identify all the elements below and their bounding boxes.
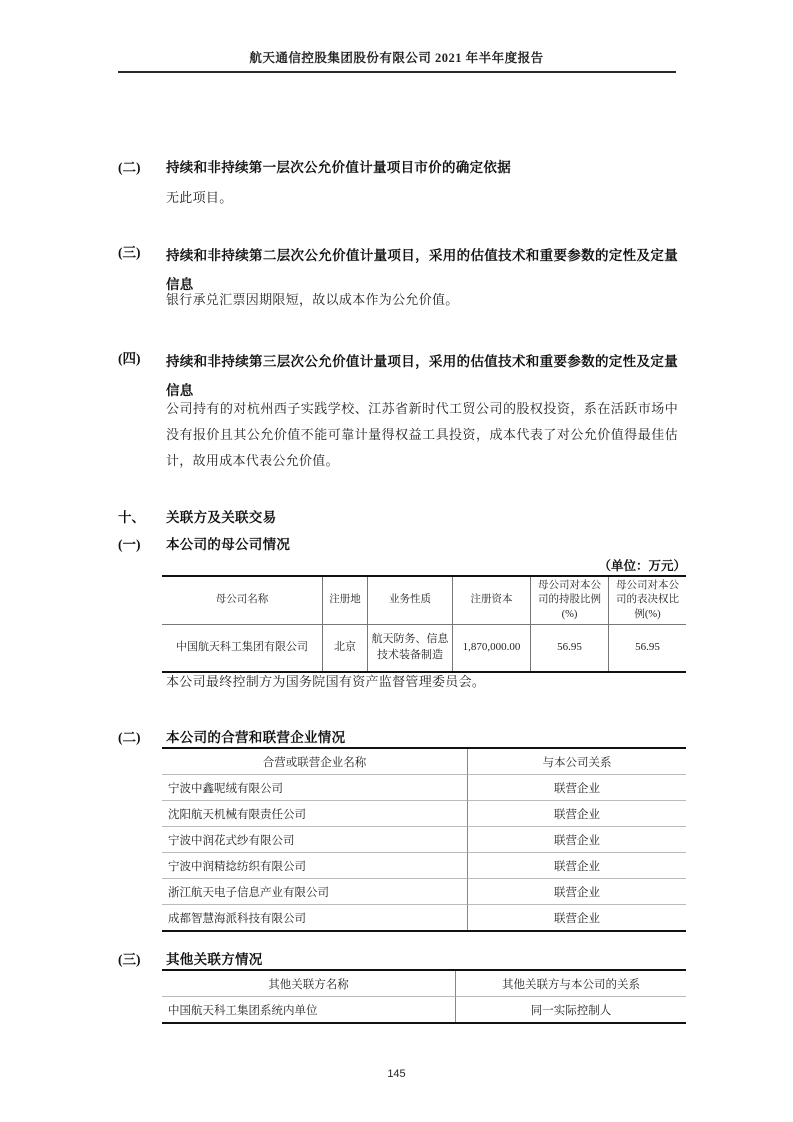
section-jv-label: (二) (118, 730, 141, 745)
table-cell-relation: 联营企业 (467, 826, 686, 852)
unit-note: （单位：万元） (598, 559, 686, 573)
table-cell-company: 宁波中鑫呢绒有限公司 (162, 774, 467, 800)
table-cell-company: 宁波中润花式纱有限公司 (162, 826, 467, 852)
table-cell-registered-place: 北京 (322, 625, 367, 671)
column-header: 业务性质 (367, 577, 452, 625)
header-rule (118, 71, 676, 73)
other-related-table (162, 969, 686, 1024)
column-header: 母公司对本公司的表决权比例(%) (608, 577, 686, 625)
section-other-related-title: 其他关联方情况 (166, 952, 263, 967)
section-fv-level2-body: 银行承兑汇票因期限短，故以成本作为公允价值。 (166, 292, 459, 307)
section-fv-level1-title: 持续和非持续第一层次公允价值计量项目市价的确定依据 (166, 160, 511, 175)
column-header: 注册资本 (452, 577, 530, 625)
parent-company-table (162, 575, 686, 673)
section-parent-company-title: 本公司的母公司情况 (166, 537, 291, 552)
table-cell-company: 浙江航天电子信息产业有限公司 (162, 878, 467, 904)
table-cell-relation: 联营企业 (467, 904, 686, 930)
section-parent-company-label: (一) (118, 537, 141, 552)
table-cell-shareholding-ratio: 56.95 (530, 625, 608, 671)
column-header: 其他关联方名称 (268, 978, 349, 991)
section-fv-level3-body: 公司持有的对杭州西子实践学校、江苏省新时代工贸公司的股权投资，系在活跃市场中没有报价且其公允价值不能可靠计量得权益工具投资，成本代表了对公允价值得最佳估计，故用成本代表公允价值。 (166, 401, 678, 468)
table-cell-party-name: 中国航天科工集团系统内单位 (162, 996, 455, 1022)
column-header: 母公司名称 (162, 577, 322, 625)
table-cell-parent-name: 中国航天科工集团有限公司 (176, 641, 308, 654)
table-cell-registered-capital: 1,870,000.00 (452, 625, 530, 671)
section-related-party-title: 关联方及关联交易 (166, 510, 277, 525)
table-cell-company: 沈阳航天机械有限责任公司 (162, 800, 467, 826)
column-header: 母公司对本公司的持股比例(%) (530, 577, 608, 625)
section-fv-level1-body: 无此项目。 (166, 190, 233, 205)
column-header: 注册地 (322, 577, 367, 625)
section-related-party-label: 十、 (118, 510, 145, 525)
table-cell-relation: 联营企业 (467, 774, 686, 800)
column-header: 合营或联营企业名称 (262, 756, 367, 769)
document-header-title: 航天通信控股集团股份有限公司 2021 年半年度报告 (249, 51, 544, 65)
section-fv-level3-title: 持续和非持续第三层次公允价值计量项目，采用的估值技术和重要参数的定性及定量信息 (166, 354, 678, 398)
table-cell-company: 宁波中润精捻纺织有限公司 (162, 852, 467, 878)
section-fv-level2-label: (三) (118, 245, 141, 260)
section-fv-level1-label: (二) (118, 160, 141, 175)
jv-associates-table (162, 747, 686, 932)
section-jv-title: 本公司的合营和联营企业情况 (166, 730, 346, 745)
section-other-related-label: (三) (118, 952, 141, 967)
column-header: 与本公司关系 (467, 749, 686, 774)
table-cell-company: 成都智慧海派科技有限公司 (162, 904, 467, 930)
column-header: 其他关联方与本公司的关系 (455, 971, 686, 996)
section-fv-level2-title: 持续和非持续第二层次公允价值计量项目，采用的估值技术和重要参数的定性及定量信息 (166, 248, 678, 292)
table-cell-party-relation: 同一实际控制人 (455, 996, 686, 1022)
page-number: 145 (387, 1068, 406, 1080)
table-cell-voting-ratio: 56.95 (608, 625, 686, 671)
table-cell-relation: 联营企业 (467, 852, 686, 878)
table-cell-business-nature: 航天防务、信息技术装备制造 (367, 625, 452, 671)
section-fv-level3-label: (四) (118, 351, 141, 366)
table-cell-relation: 联营企业 (467, 800, 686, 826)
ultimate-controller-note: 本公司最终控制方为国务院国有资产监督管理委员会。 (166, 674, 486, 689)
table-cell-relation: 联营企业 (467, 878, 686, 904)
